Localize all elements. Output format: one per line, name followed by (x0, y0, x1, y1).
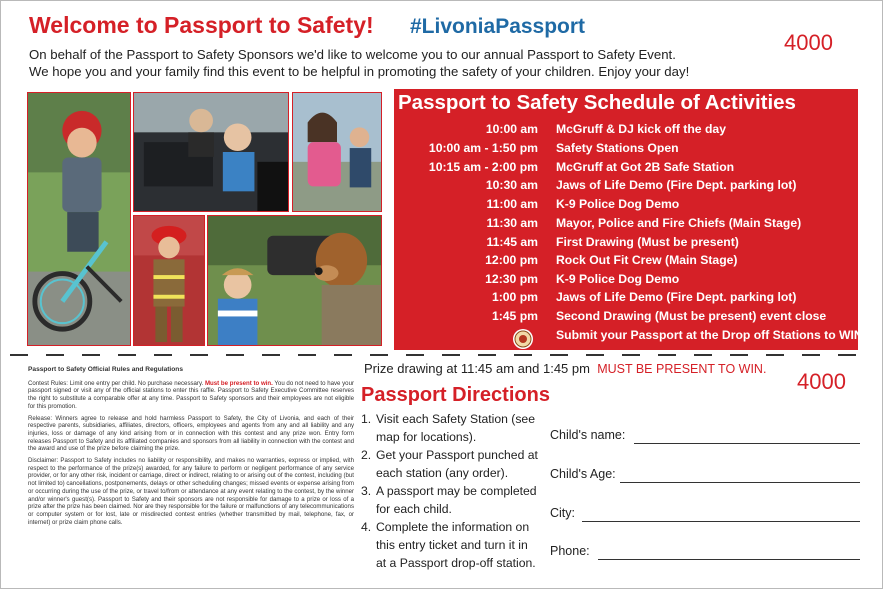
contest-rules (28, 380, 354, 411)
step-text: Visit each Safety Station (see map for locations). (376, 412, 535, 444)
intro-line-1: On behalf of the Passport to Safety Sponsors we'd like to welcome you to our annual Passport to Safety Event. (29, 47, 676, 62)
schedule-activity: First Drawing (Must be present) (556, 235, 739, 249)
prize-drawing-text (364, 361, 766, 376)
step-number: 1. (361, 412, 372, 426)
schedule-row (394, 272, 858, 291)
schedule-activity: Rock Out Fit Crew (Main Stage) (556, 253, 738, 267)
schedule-row (394, 197, 858, 216)
contest-rules-a: Contest Rules: Limit one entry per child. No purchase necessary. (28, 379, 205, 387)
must-be-present-banner: MUST BE PRESENT TO WIN. (597, 362, 767, 376)
step-number: 3. (361, 484, 372, 498)
schedule-time: 11:00 am (486, 197, 538, 211)
schedule-closing-text: Submit your Passport at the Drop off Stations to WIN! (556, 328, 867, 342)
schedule-row (394, 178, 858, 197)
step-text: Complete the information on this entry ticket and turn it in at a Passport drop-off station. (376, 520, 536, 570)
intro-text (29, 46, 749, 80)
page-title: Welcome to Passport to Safety! (29, 12, 374, 38)
city-field[interactable] (550, 506, 860, 524)
schedule-row (394, 290, 858, 309)
schedule-row (394, 141, 858, 160)
schedule-closing (394, 328, 867, 347)
woman-and-child-photo (292, 92, 382, 212)
direction-step (361, 410, 541, 446)
child-age-field[interactable] (550, 467, 860, 485)
directions-title: Passport Directions (361, 384, 550, 406)
schedule-row (394, 253, 858, 272)
child-name-field[interactable] (550, 428, 860, 446)
schedule-time: 10:15 am - 2:00 pm (428, 160, 538, 174)
child-age-line[interactable] (620, 482, 860, 483)
schedule-activity: Jaws of Life Demo (Fire Dept. parking lot) (556, 290, 797, 304)
phone-field[interactable] (550, 544, 860, 562)
step-text: A passport may be completed for each child. (376, 484, 537, 516)
schedule-activity: K-9 Police Dog Demo (556, 197, 680, 211)
boy-on-bike-photo (27, 92, 131, 346)
schedule-time: 10:00 am - 1:50 pm (428, 141, 538, 155)
schedule-activity: K-9 Police Dog Demo (556, 272, 680, 286)
prize-times: Prize drawing at 11:45 am and 1:45 pm (364, 361, 590, 376)
intro-line-2: We hope you and your family find this event to be helpful in promoting the safety of your children. Enjoy your day! (29, 64, 690, 79)
schedule-activity: Second Drawing (Must be present) event close (556, 309, 827, 323)
mcgruff-with-child-photo (207, 215, 382, 346)
rules-heading: Passport to Safety Official Rules and Regulations (28, 366, 183, 373)
schedule-panel (394, 89, 867, 350)
phone-label: Phone: (550, 544, 590, 558)
directions-list (361, 410, 541, 572)
schedule-row (394, 160, 858, 179)
child-name-line[interactable] (634, 443, 860, 444)
city-line[interactable] (582, 521, 860, 522)
schedule-row (394, 122, 858, 141)
official-rules (28, 366, 354, 530)
schedule-time: 11:45 am (486, 235, 538, 249)
step-number: 2. (361, 448, 372, 462)
direction-step (361, 518, 541, 572)
schedule-time: 12:00 pm (485, 253, 538, 267)
direction-step (361, 446, 541, 482)
hashtag-text: #LivoniaPassport (410, 15, 586, 38)
schedule-activity: Jaws of Life Demo (Fire Dept. parking lot) (556, 178, 797, 192)
disclaimer-text: Disclaimer: Passport to Safety includes no liability or responsibility, and makes no warranties, express or implied, with respect to the performance of the prize(s) awarded, for any failure to perform or negligent performance of any service provider, or for any other risk, incident or carriage, direct or indirect, relating to or arising out of the contest, including (but not limited to) cancellations, postponements, delays or other scheduling changes; missed events or expense arising from or occurring during the use of the prize, or travel to/from or attendance at any event relating to the contest, by the winner and/or winner's guest(s). Passport to Safety and their sponsors are not responsible for damage to a prize or loss of a prize after the prize has been claimed. Nor are they responsible for the failure or malfunctions of any telecommunications or computer system or for lost, late or misdirected contest entries (whether transmitted by mail, telephone, fax, or internet) or prize claim phone calls. (28, 457, 354, 526)
ticket-number-top: 4000 (784, 30, 833, 55)
direction-step (361, 482, 541, 518)
step-number: 4. (361, 520, 372, 534)
cut-line (10, 354, 870, 356)
schedule-time: 10:00 am (485, 122, 538, 136)
schedule-title: Passport to Safety Schedule of Activities (398, 91, 796, 114)
schedule-activity: McGruff & DJ kick off the day (556, 122, 726, 136)
contest-rules-b: You do not need to have your passport signed or visit any of the official stations to enter this raffle. Passport to Safety Executive Committee reserves the right to substitute a comparable offer at any time. Passport to Safety sponsors and their employees are not eligible for this promotion. (28, 379, 354, 410)
schedule-time: 12:30 pm (485, 272, 538, 286)
schedule-time: 11:30 am (486, 216, 538, 230)
ticket-number-bottom: 4000 (797, 369, 846, 394)
schedule-time: 1:00 pm (491, 290, 538, 304)
phone-line[interactable] (598, 559, 860, 560)
city-label: City: (550, 506, 575, 520)
schedule-time: 10:30 am (485, 178, 538, 192)
firefighter-child-photo (133, 215, 205, 346)
must-be-present-note: Must be present to win. (204, 379, 273, 387)
schedule-activity: Mayor, Police and Fire Chiefs (Main Stage) (556, 216, 802, 230)
release-text: Release: Winners agree to release and hold harmless Passport to Safety, the City of Livonia, and each of their respective parents, subsidiaries, affiliates, directors, officers, employees and agents from any and all liability and any injuries, loss or damage of any kind arising from or in connection with this contest and any prize won. Entry form releases Passport to Safety and its affiliated companies and sponsors from all liability in connection with the contest and the award and use of the prize before claiming the prize. (28, 414, 354, 453)
schedule-time: 1:45 pm (491, 309, 538, 323)
step-text: Get your Passport punched at each station (any order). (376, 448, 538, 480)
schedule-activity: McGruff at Got 2B Safe Station (556, 160, 735, 174)
schedule-row (394, 235, 858, 254)
kids-in-police-car-photo (133, 92, 289, 212)
schedule-row (394, 309, 858, 328)
schedule-activity: Safety Stations Open (556, 141, 679, 155)
child-name-label: Child's name: (550, 428, 626, 442)
schedule-row (394, 216, 858, 235)
child-age-label: Child's Age: (550, 467, 616, 481)
